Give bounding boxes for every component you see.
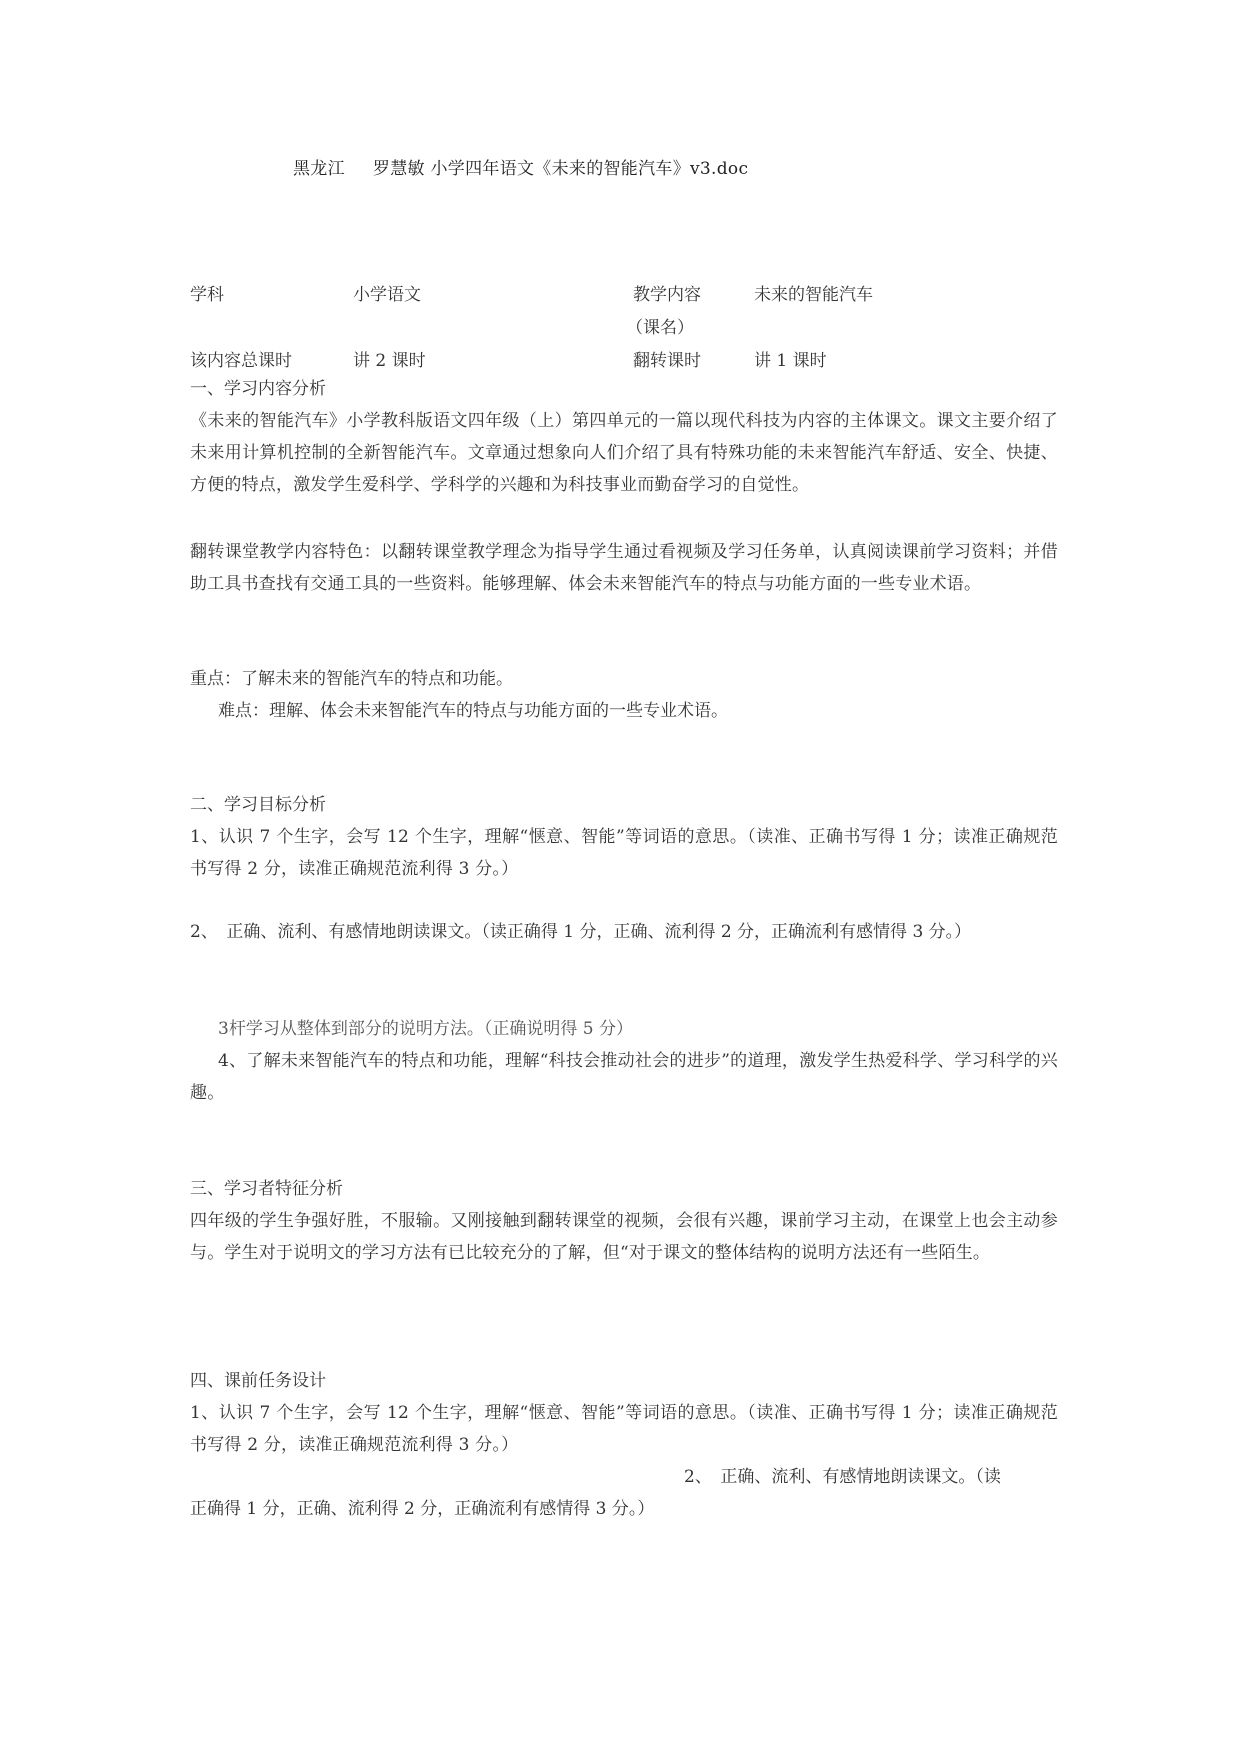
section-3-paragraph: 四年级的学生争强好胜，不服输。又刚接触到翻转课堂的视频，会很有兴趣，课前学习主动，在课堂上也会主动参与。学生对于说明文的学习方法有已比较充分的了解，但“对于课文的整体结构的说明方法还有一些陌生。: [190, 1211, 1058, 1263]
subject-value: 小学语文: [353, 285, 421, 305]
document-title: [293, 154, 748, 179]
total-hours-value: 讲 2 课时: [353, 351, 426, 371]
section-4-item-2-end: 正确得 1 分，正确、流利得 2 分，正确流利有感情得 3 分。）: [190, 1499, 655, 1519]
section-1-paragraph-1: 《未来的智能汽车》小学教科版语文四年级（上）第四单元的一篇以现代科技为内容的主体课文。课文主要介绍了未来用计算机控制的全新智能汽车。文章通过想象向人们介绍了具有特殊功能的未来智能汽车舒适、安全、快捷、方便的特点，激发学生爱科学、学科学的兴趣和为科技事业而勤奋学习的自觉性。: [190, 411, 1058, 495]
section-2-item-1: 1、认识 7 个生字，会写 12 个生字，理解“惬意、智能”等词语的意思。（读准、正确书写得 1 分；读准正确规范书写得 2 分，读准正确规范流利得 3 分。）: [190, 827, 1058, 879]
section-4-item-1: 1、认识 7 个生字，会写 12 个生字，理解“惬意、智能”等词语的意思。（读准、正确书写得 1 分；读准正确规范书写得 2 分，读准正确规范流利得 3 分。）: [190, 1403, 1058, 1455]
total-hours-label: 该内容总课时: [190, 351, 292, 371]
section-2-item-2: 2、 正确、流利、有感情地朗读课文。（读正确得 1 分，正确、流利得 2 分，正确流利有感情得 3 分。）: [190, 922, 972, 942]
content-label: 教学内容: [633, 285, 701, 305]
flip-hours-value: 讲 1 课时: [754, 351, 827, 371]
section-4-item-2-start: 2、 正确、流利、有感情地朗读课文。（读: [684, 1467, 1001, 1487]
section-4-heading: 四、课前任务设计: [190, 1371, 326, 1391]
content-label-sub: （课名）: [626, 318, 694, 338]
flip-hours-label: 翻转课时: [633, 351, 701, 371]
section-1-difficulty: 难点：理解、体会未来智能汽车的特点与功能方面的一些专业术语。: [218, 701, 728, 721]
title-region: 黑龙江: [293, 159, 345, 179]
title-filename: 罗慧敏 小学四年语文《未来的智能汽车》v3.doc: [372, 159, 749, 179]
section-3-heading: 三、学习者特征分析: [190, 1179, 343, 1199]
section-1-heading: 一、学习内容分析: [190, 379, 326, 399]
section-1-paragraph-2: 翻转课堂教学内容特色：以翻转课堂教学理念为指导学生通过看视频及学习任务单，认真阅读课前学习资料；并借助工具书查找有交通工具的一些资料。能够理解、体会未来智能汽车的特点与功能方面的一些专业术语。: [190, 542, 1058, 594]
section-2-heading: 二、学习目标分析: [190, 795, 326, 815]
section-2-item-4: 4、了解未来智能汽车的特点和功能，理解“科技会推动社会的进步”的道理，激发学生热爱科学、学习科学的兴趣。: [190, 1051, 1058, 1103]
subject-label: 学科: [190, 285, 224, 305]
section-2-item-3: 3杆学习从整体到部分的说明方法。（正确说明得 5 分）: [218, 1019, 633, 1039]
content-value: 未来的智能汽车: [754, 285, 873, 305]
section-1-key-point: 重点：了解未来的智能汽车的特点和功能。: [190, 669, 513, 689]
